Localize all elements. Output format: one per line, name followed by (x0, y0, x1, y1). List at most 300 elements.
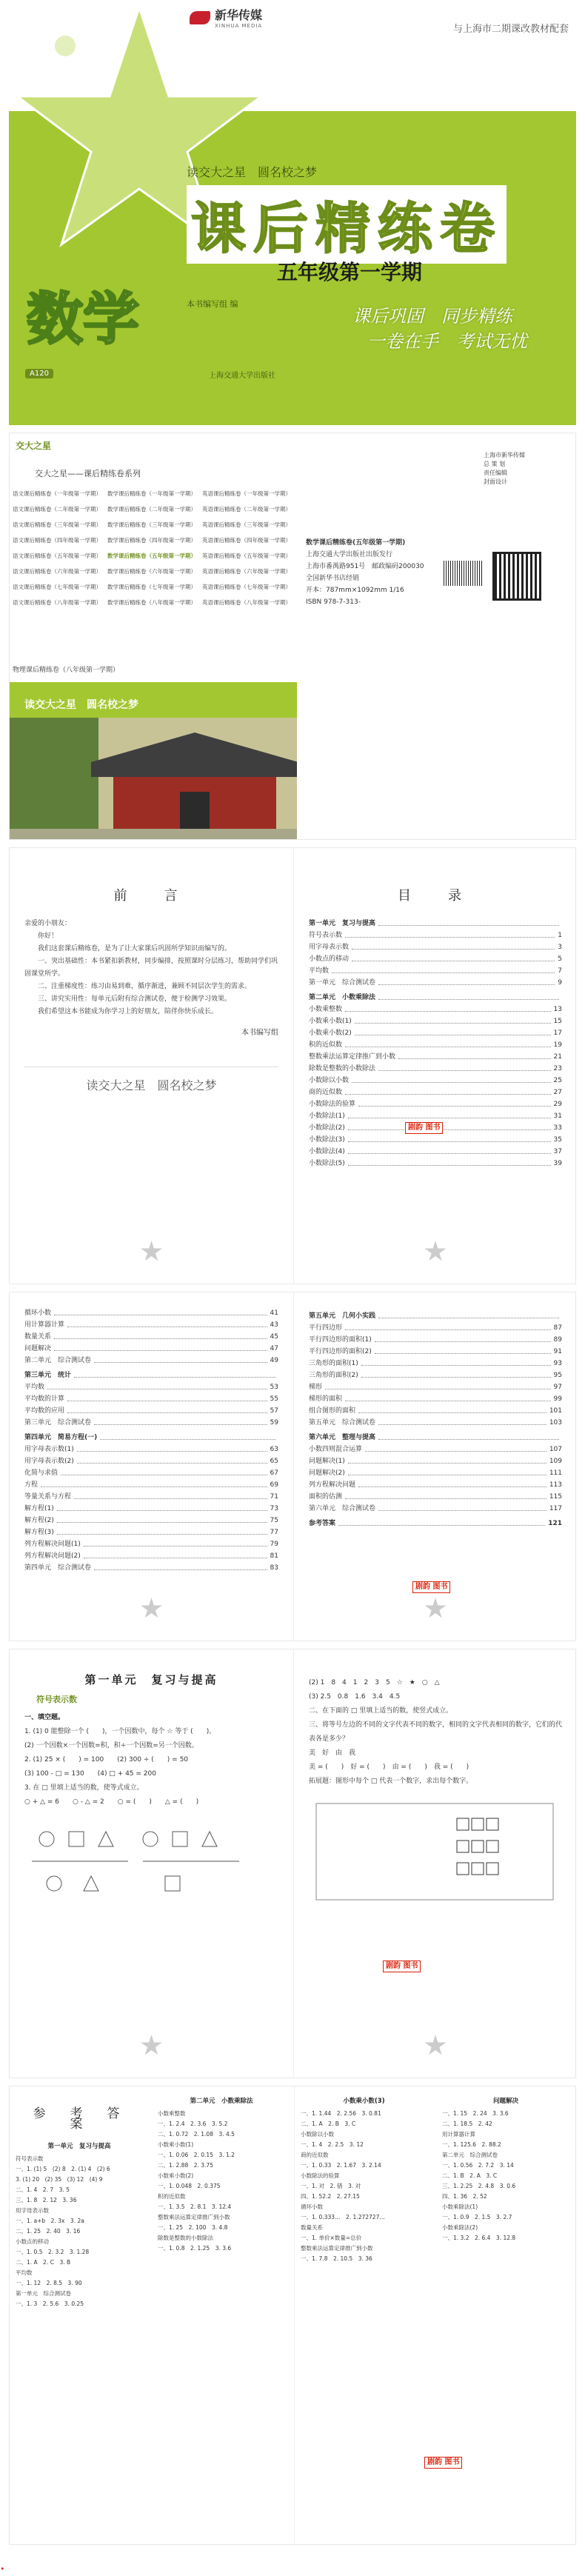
series-book-item: 英语课后精练卷（二年级第一学期） (202, 506, 291, 513)
toc-row-page: 89 (553, 1336, 562, 1344)
answer-line: 一、1. 4 2. 2.5 3. 12 (301, 2141, 364, 2148)
exercise-spread (9, 1649, 576, 2078)
toc-row-title: 解方程(1) (24, 1505, 54, 1512)
answer-col1-body (16, 2154, 143, 2309)
toc-row-dots (338, 1518, 545, 1526)
toc-row-page: 87 (553, 1324, 562, 1332)
cover-dream: 读交大之星 圆名校之梦 (187, 165, 318, 179)
toc-row (24, 1381, 278, 1393)
toc-row (24, 1491, 278, 1503)
toc-row-dots (378, 1432, 559, 1440)
toc-row-title: 小数除法(2) (309, 1124, 345, 1132)
toc-row-dots (378, 1417, 546, 1425)
extra-book: 物理课后精练卷（八年级第一学期） (13, 667, 120, 674)
toc-row-dots (348, 1158, 551, 1166)
toc-row (24, 1503, 278, 1515)
toc-row-page: 101 (549, 1407, 562, 1415)
toc-row (309, 953, 562, 965)
series-book-item: 数学课后精练卷（七年级第一学期） (107, 584, 196, 590)
toc-row-dots (378, 918, 559, 926)
toc-row (24, 1526, 278, 1538)
answer-col2-head: 第二单元 小数乘除法 (190, 2098, 253, 2105)
toc-row-dots (94, 1355, 267, 1363)
toc-row-title: 第三单元 综合测试卷 (24, 1419, 92, 1427)
toc-row-page: 115 (549, 1493, 562, 1501)
toc-row-title: 面积的估测 (309, 1493, 343, 1501)
toc-row-page: 35 (553, 1136, 562, 1144)
answer-line: 用计算器计算 (442, 2131, 475, 2138)
question-line: (3) 2.5 0.8 1.6 3.4 4.5 (309, 1693, 401, 1701)
toc-row (24, 1307, 278, 1319)
toc-row-title: 符号表示数 (309, 932, 343, 939)
toc-row-dots (77, 1444, 267, 1452)
toc-row-title: 问题解决(1) (309, 1458, 345, 1465)
answer-line: 商的近似数 (301, 2152, 329, 2158)
toc-row (309, 1334, 562, 1346)
publisher-name-en: XINHUA MEDIA (215, 23, 263, 29)
preface-body (24, 930, 278, 1018)
toc-row-page: 15 (553, 1018, 562, 1025)
toc-row-page: 33 (553, 1124, 562, 1132)
toc-row-page: 3 (558, 944, 562, 951)
answer-line: 一、1. a+b 2. 3x 3. 2a (16, 2218, 84, 2224)
side-text-2: 责任编辑 (484, 470, 507, 476)
toc-row (24, 1343, 278, 1355)
q1-head: 一、填空题。 (24, 1714, 65, 1721)
answer-line: 一、1. 单价×数量=总价 (301, 2235, 362, 2241)
toc-row-page: 17 (553, 1030, 562, 1037)
toc-row (309, 1063, 562, 1075)
answer-line: 循环小数 (301, 2203, 323, 2210)
toc-row-dots (325, 1381, 551, 1389)
toc-row-page: 43 (270, 1321, 278, 1329)
toc-row-dots (94, 1562, 267, 1570)
toc-row-dots (348, 1146, 551, 1154)
toc-row-dots (332, 965, 555, 973)
toc-row-dots (358, 1479, 546, 1487)
toc-row-page: 49 (270, 1357, 278, 1364)
toc-row-dots (352, 941, 555, 950)
toc-row (309, 1134, 562, 1146)
toc-row-title: 平均数的应用 (24, 1407, 65, 1415)
toc-row (309, 1051, 562, 1063)
toc-row (309, 1358, 562, 1369)
series-book-item: 数学课后精练卷（四年级第一学期） (107, 537, 196, 544)
preface-banner: 读交大之星 圆名校之梦 (24, 1067, 278, 1093)
toc-row-dots (47, 1381, 267, 1389)
answer-line: 二、1. 25 2. 40 3. 16 (16, 2228, 81, 2235)
toc-row-page: 45 (270, 1333, 278, 1341)
answer-line: 四、1. 52.2 2. 27.15 (301, 2193, 360, 2200)
question-line: 二、在下面的 □ 里填上适当的数，使竖式成立。 (309, 1707, 453, 1715)
toc-heading: 目 录 (398, 888, 473, 904)
toc-row-page: 55 (270, 1395, 278, 1403)
answer-col2-body (158, 2109, 285, 2254)
toc-row-title: 小数乘整数 (309, 1006, 343, 1013)
cover-grade: 五年级第一学期 (277, 260, 423, 284)
toc-row-page: 1 (558, 932, 562, 939)
toc-row (309, 1518, 562, 1529)
toc-row-title: 第三单元 统计 (24, 1372, 72, 1379)
toc-row (309, 1027, 562, 1039)
answer-line: 除数是整数的小数除法 (158, 2235, 213, 2241)
cip-title: 数学课后精练卷(五年级第一学期) (306, 539, 406, 547)
watermark-stamp: 剧韵 图书 (412, 1581, 450, 1593)
toc-row-title: 除数是整数的小数除法 (309, 1065, 376, 1072)
toc-row-title: 平均数的计算 (24, 1395, 65, 1403)
watermark-stamp: 剧韵 图书 (424, 2457, 462, 2469)
back-photo-strip (10, 682, 297, 840)
answer-line: 一、1. 2.4 2. 3.6 3. 5.2 (158, 2120, 228, 2127)
toc-row-dots (345, 1004, 551, 1012)
toc-row (309, 1405, 562, 1417)
toc-row-title: 小数除法(1) (309, 1112, 345, 1120)
toc-row (24, 1319, 278, 1331)
toc-row-dots (355, 1027, 551, 1035)
toc-row-title: 整数乘法运算定律推广到小数 (309, 1053, 396, 1061)
answer-col1-head: 第一单元 复习与提高 (47, 2143, 111, 2150)
answer-line: 二、1. B 2. A 3. C (442, 2172, 498, 2179)
toc-row-page: 39 (553, 1160, 562, 1167)
toc-row (309, 1346, 562, 1358)
cover-code: A120 (25, 369, 53, 378)
toc-row-title: 组合图形的面积 (309, 1407, 356, 1415)
toc-row (309, 1087, 562, 1098)
toc-row-dots (398, 1051, 551, 1059)
toc-row (309, 977, 562, 989)
watermark-stamp: 剧韵 图书 (405, 1122, 443, 1134)
toc-row-page: 7 (558, 967, 562, 975)
back-brand: 读交大之星 圆名校之梦 (24, 699, 138, 711)
answer-col4-body (442, 2109, 569, 2243)
toc-row-title: 列方程解决问题(2) (24, 1552, 81, 1560)
answer-line: 二、1. 0.72 2. 1.08 3. 4.5 (158, 2131, 235, 2138)
series-book-item: 英语课后精练卷（八年级第一学期） (202, 599, 291, 606)
toc-row-page: 59 (270, 1419, 278, 1427)
toc-row (309, 1098, 562, 1110)
preface-paragraph: 我们这套课后精练卷，是为了让大家课后巩固所学知识而编写的。 (38, 945, 232, 952)
toc-row-dots (57, 1503, 267, 1511)
toc-row-page: 9 (558, 979, 562, 987)
toc-page-2 (10, 1292, 293, 1641)
toc-row-dots (54, 1343, 267, 1351)
toc-row (24, 1432, 278, 1444)
toc-row (309, 1381, 562, 1393)
toc-page-1 (293, 848, 576, 1284)
book-cover (9, 0, 576, 425)
answer-col3-head: 小数乘小数(3) (343, 2098, 385, 2105)
answer-col4-head: 问题解决 (492, 2098, 518, 2105)
question-1-body (24, 1725, 278, 1809)
series-book-item: 英语课后精练卷（七年级第一学期） (202, 584, 291, 590)
question-2-body (309, 1676, 562, 1789)
preface-paragraph: 三、讲究实用性：每单元后附有综合测试卷，便于检测学习效果。 (38, 995, 232, 1003)
page-star-icon (424, 2035, 447, 2057)
toc-row-dots (74, 1369, 275, 1378)
toc-row-page: 103 (549, 1419, 562, 1427)
answer-line: 整数乘法运算定律推广到小数 (158, 2214, 230, 2220)
toc-row-title: 平均数 (309, 967, 330, 975)
toc-row-page: 83 (270, 1564, 278, 1572)
toc-row (309, 1158, 562, 1169)
question-line: 2. (1) 25 × ( ) = 100 (2) 300 ÷ ( ) = 50 (24, 1756, 189, 1764)
toc-row-dots (54, 1307, 267, 1315)
answer-column-1 (10, 2086, 149, 2544)
toc-row-title: 问题解决 (24, 1345, 52, 1352)
toc-row-dots (100, 1432, 275, 1440)
vertical-calc-figure (24, 1817, 269, 1906)
answer-line: 第二单元 综合测试卷 (442, 2152, 498, 2158)
toc-row-dots (378, 1063, 551, 1071)
toc-row-title: 用计算器计算 (24, 1321, 65, 1329)
toc-row-title: 三角形的面积(2) (309, 1372, 358, 1379)
toc-row-page: 75 (270, 1517, 278, 1524)
toc-row-title: 小数除以小数 (309, 1077, 350, 1084)
toc-row-dots (355, 1015, 551, 1024)
toc-row-page: 29 (553, 1101, 562, 1108)
toc-row-page: 27 (553, 1089, 562, 1096)
series-book-item: 语文课后精练卷（三年级第一学期） (13, 521, 101, 528)
toc-row-dots (77, 1455, 267, 1464)
series-logo: 交大之星 (16, 441, 52, 451)
toc-row-title: 第六单元 整理与提高 (309, 1434, 376, 1441)
toc-row-title: 第五单元 综合测试卷 (309, 1419, 376, 1427)
page-star-icon (141, 1598, 163, 1620)
answer-line: 一、1. 125.6 2. 88.2 (442, 2141, 501, 2148)
toc-row (309, 1004, 562, 1015)
barcode-icon (444, 561, 484, 586)
toc-row-title: 等量关系与方程 (24, 1493, 72, 1501)
series-book-item: 数学课后精练卷（三年级第一学期） (107, 521, 196, 528)
toc-row-title: 第四单元 简易方程(一) (24, 1434, 98, 1441)
series-book-item: 英语课后精练卷（六年级第一学期） (202, 568, 291, 575)
series-book-item: 语文课后精练卷（五年级第一学期） (13, 553, 101, 559)
toc-row-title: 第六单元 综合测试卷 (309, 1505, 376, 1512)
toc-row-page: 31 (553, 1112, 562, 1120)
answer-line: 一、1. 对 2. 错 3. 对 (301, 2183, 361, 2189)
toc-row-dots (57, 1515, 267, 1523)
answer-line: 平均数 (16, 2269, 33, 2276)
exercise-page-2 (293, 1649, 576, 2078)
answer-line: 符号表示数 (16, 2155, 44, 2162)
toc-row-page: 23 (553, 1065, 562, 1072)
toc-row-dots (345, 1039, 551, 1047)
toc-row-dots (94, 1417, 267, 1425)
toc-row (24, 1550, 278, 1562)
page-star-icon (141, 2035, 163, 2057)
toc-row-page: 99 (553, 1395, 562, 1403)
side-text-1: 总 策 划 (484, 461, 506, 467)
page-star-icon (141, 1241, 163, 1263)
answer-line: 四、1. 36 2. 52 (442, 2193, 487, 2200)
toc-row-dots (54, 1331, 267, 1339)
toc-row-dots (345, 1087, 551, 1095)
toc-row-page: 5 (558, 955, 562, 963)
watermark-stamp: 剧韵 图书 (383, 1961, 421, 1972)
question-line: 拓展题：图形中每个 □ 代表一个数字，求出每个数字。 (309, 1778, 473, 1785)
toc-row-title: 三角形的面积(1) (309, 1360, 358, 1367)
preface-paragraph: 你好！ (38, 932, 58, 940)
answer-line: 小数乘整数 (158, 2110, 186, 2117)
toc-row-title: 化简与求值 (24, 1469, 58, 1477)
toc-row-title: 第二单元 综合测试卷 (24, 1357, 92, 1364)
answer-col3-body (301, 2109, 427, 2264)
toc-row-dots (345, 930, 555, 938)
toc-row-page: 37 (553, 1148, 562, 1155)
toc-row-title: 小数除法的验算 (309, 1101, 356, 1108)
toc-row-page: 47 (270, 1345, 278, 1352)
answer-line: 小数点的移动 (16, 2238, 49, 2245)
toc-row-dots (345, 1491, 546, 1499)
toc-row-title: 平行四边形的面积(1) (309, 1336, 372, 1344)
toc-row (309, 1479, 562, 1491)
cip-line-3: 开本：787mm×1092mm 1/16 (306, 587, 404, 594)
toc-row-title: 数量关系 (24, 1333, 52, 1341)
toc-row-dots (375, 1346, 551, 1354)
toc-row-dots (67, 1405, 267, 1413)
toc-row-page: 71 (270, 1493, 278, 1501)
answer-line: 数量关系 (301, 2224, 323, 2231)
toc-row-title: 第一单元 复习与提高 (309, 920, 376, 927)
series-title: 交大之星——课后精练卷系列 (35, 469, 141, 478)
exercise-page-1 (10, 1649, 293, 2078)
answer-line: 3. (1) 20 (2) 35 (3) 12 (4) 9 (16, 2176, 103, 2183)
toc-row-dots (41, 1479, 267, 1487)
toc-row (24, 1515, 278, 1526)
back-info-strip (297, 682, 576, 840)
toc-list-2 (24, 1307, 278, 1574)
answer-line: 一、1. 15 2. 24 3. 3.6 (442, 2110, 509, 2117)
toc-row-title: 第二单元 小数乘除法 (309, 994, 376, 1001)
series-book-item: 语文课后精练卷（七年级第一学期） (13, 584, 101, 590)
toc-row-page: 95 (553, 1372, 562, 1379)
answer-line: 一、1. 0.048 2. 0.375 (158, 2183, 221, 2189)
series-book-item: 语文课后精练卷（四年级第一学期） (13, 537, 101, 544)
qr-code-icon (492, 552, 541, 601)
series-book-item: 英语课后精练卷（三年级第一学期） (202, 521, 291, 528)
toc-row-title: 方程 (24, 1481, 39, 1489)
toc-row-title: 循环小数 (24, 1309, 52, 1317)
series-book-item: 数学课后精练卷（八年级第一学期） (107, 599, 196, 606)
cip-line-0: 上海交通大学出版社出版发行 (306, 551, 393, 558)
toc-row-dots (67, 1393, 267, 1401)
toc-row (24, 1405, 278, 1417)
toc-row-dots (348, 1122, 551, 1130)
toc-page-3 (293, 1292, 576, 1641)
toc-row (24, 1393, 278, 1405)
cover-tagline: 与上海市二期课改教材配套 (452, 24, 569, 35)
toc-row-dots (345, 1393, 551, 1401)
series-book-item: 语文课后精练卷（六年级第一学期） (13, 568, 101, 575)
toc-row (309, 1075, 562, 1087)
side-text-0: 上海市新华传媒 (484, 452, 525, 458)
answer-line: 二、1. A 2. C 3. B (16, 2259, 71, 2266)
answer-line: 一、1. 3.5 2. 8.1 3. 12.4 (158, 2203, 232, 2210)
toc-row-title: 梯形的面积 (309, 1395, 343, 1403)
toc-row-page: 69 (270, 1481, 278, 1489)
toc-row (309, 1039, 562, 1051)
answer-line: 三、1. 2.25 2. 4.8 3. 0.6 (442, 2183, 516, 2189)
toc-row (309, 965, 562, 977)
answer-line: 用字母表示数 (16, 2207, 49, 2214)
page-star-icon (424, 1241, 447, 1263)
answer-line: 小数除以小数 (301, 2131, 334, 2138)
answer-line: 一、1. 0.333… 2. 1.272727… (301, 2214, 385, 2220)
toc-row-page: 77 (270, 1529, 278, 1536)
toc-row (24, 1562, 278, 1574)
answers-spread (9, 2086, 576, 2545)
series-book-item: 数学课后精练卷（一年级第一学期） (107, 490, 196, 497)
toc-row-page: 19 (553, 1041, 562, 1049)
toc-row (309, 1110, 562, 1122)
series-book-item: 数学课后精练卷（六年级第一学期） (107, 568, 196, 575)
question-1-heading (24, 1711, 278, 1725)
toc-row-title: 解方程(3) (24, 1529, 54, 1536)
toc-row-dots (358, 1405, 546, 1413)
series-book-item: 语文课后精练卷（一年级第一学期） (13, 490, 101, 497)
toc-row-page: 111 (549, 1469, 562, 1477)
answer-line: 小数乘除法(2) (442, 2224, 478, 2231)
series-book-item: 数学课后精练卷（二年级第一学期） (107, 506, 196, 513)
bullet-marker: • (0, 2564, 5, 2574)
series-book-list (13, 490, 294, 607)
toc-row-dots (378, 977, 555, 985)
answer-line: 二、1. 18.5 2. 42 (442, 2120, 492, 2127)
answer-line: 二、1. 2.88 2. 3.75 (158, 2162, 213, 2169)
toc-row-dots (348, 1467, 546, 1475)
series-book-item: 英语课后精练卷（五年级第一学期） (202, 553, 291, 559)
toc-row-title: 小数除法(3) (309, 1136, 345, 1144)
toc-row-title: 解方程(2) (24, 1517, 54, 1524)
toc-row (24, 1355, 278, 1367)
toc-row-page: 107 (549, 1446, 562, 1453)
toc-row-dots (67, 1319, 267, 1327)
answer-line: 一、1. 0.06 2. 0.15 3. 1.2 (158, 2152, 235, 2158)
toc-row (309, 918, 562, 930)
toc-row-dots (361, 1358, 551, 1366)
toc-row (309, 930, 562, 941)
toc-row-title: 用字母表示数 (309, 944, 350, 951)
toc-row (24, 1444, 278, 1455)
toc-row (24, 1467, 278, 1479)
toc-row-title: 第一单元 综合测试卷 (309, 979, 376, 987)
toc-row-title: 平行四边形的面积(2) (309, 1348, 372, 1355)
toc-row-title: 列方程解决问题(1) (24, 1541, 81, 1548)
toc-row-dots (57, 1526, 267, 1535)
toc-row (309, 1322, 562, 1334)
toc-row-title: 用字母表示数(2) (24, 1458, 74, 1465)
answer-line: 一、1. 0.33 2. 1.67 3. 2.14 (301, 2162, 381, 2169)
toc-row-dots (345, 1322, 551, 1330)
cover-subject: 数学 (27, 286, 139, 352)
toc-row-dots (378, 1310, 559, 1318)
toc-row (309, 992, 562, 1004)
toc-list-3 (309, 1310, 562, 1529)
toc-row (24, 1479, 278, 1491)
answer-line: 一、1. 3 2. 5.6 3. 0.25 (16, 2300, 84, 2307)
toc-row-title: 梯形 (309, 1384, 323, 1391)
series-book-item: 语文课后精练卷（八年级第一学期） (13, 599, 101, 606)
toc-row-dots (358, 1098, 551, 1107)
toc-row-title: 小数四则混合运算 (309, 1446, 363, 1453)
toc-row-dots (348, 1134, 551, 1142)
answer-line: 一、1. 12 2. 8.5 3. 90 (16, 2280, 82, 2286)
toc-row-title: 参考答案 (309, 1520, 336, 1527)
toc-row-title: 第五单元 几何小实践 (309, 1312, 376, 1320)
toc-row-page: 117 (549, 1505, 562, 1512)
answer-line: 整数乘法运算定律推广到小数 (301, 2245, 373, 2252)
unit-title: 第一单元 复习与提高 (84, 1673, 218, 1686)
